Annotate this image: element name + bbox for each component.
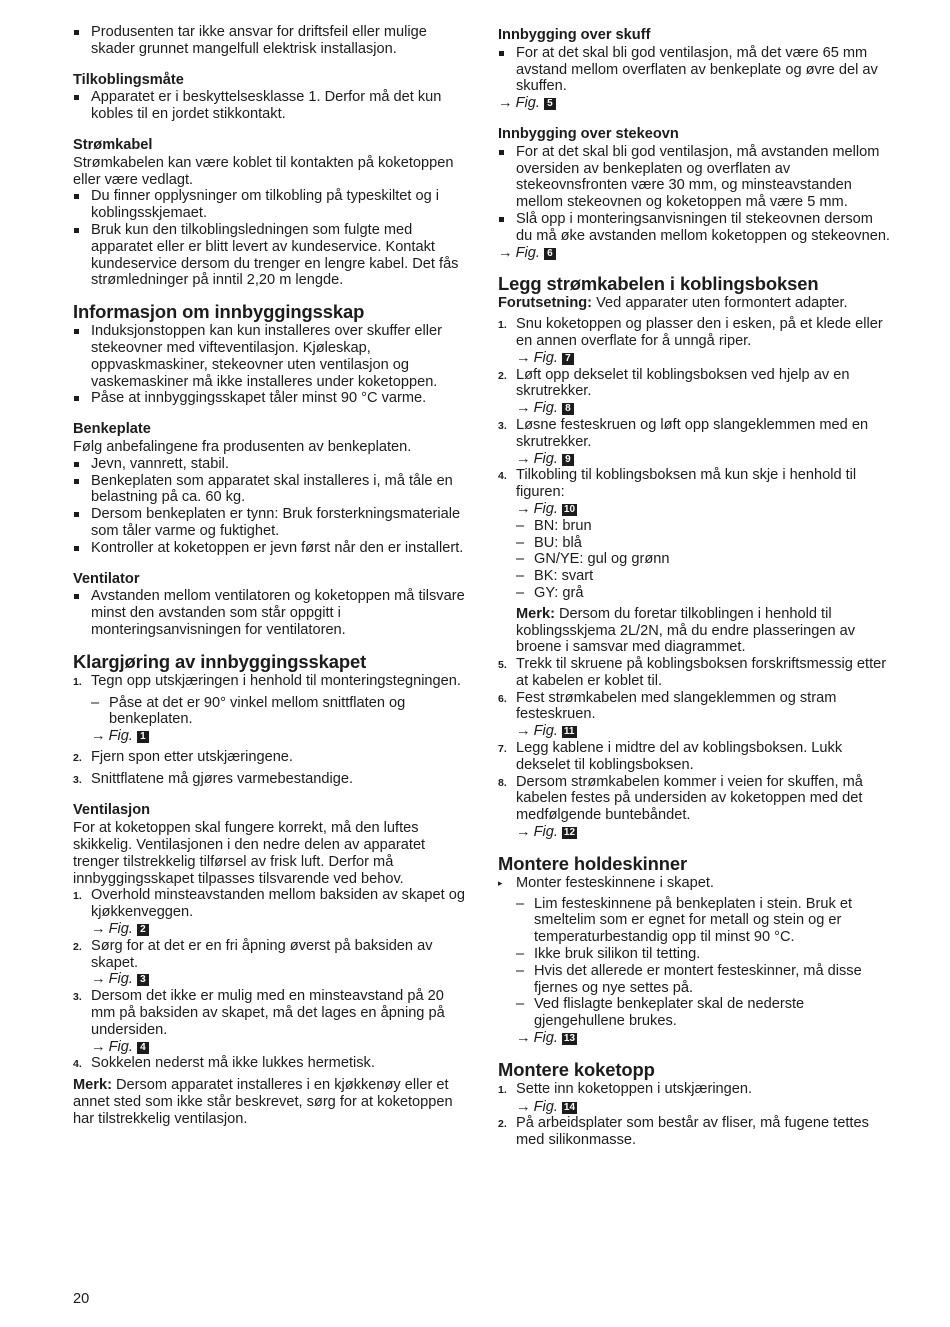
- bullet-icon: [73, 323, 91, 390]
- arrow-icon: →: [91, 728, 106, 745]
- arrow-icon: →: [91, 921, 106, 938]
- dash-marker: –: [516, 568, 525, 585]
- step-text: Trekk til skruene på koblingsboksen forskriftsmessig etter at kabelen er koblet til.: [516, 656, 887, 689]
- arrow-icon: →: [516, 1030, 531, 1047]
- step-text: Overhold minsteavstanden mellom baksiden av skapet og kjøkkenveggen.: [91, 887, 465, 921]
- subheading-benkeplate: Benkeplate: [73, 421, 151, 438]
- step-item: [498, 316, 890, 350]
- bullet-icon: [73, 89, 91, 123]
- dash-item: [498, 518, 890, 535]
- figure-reference: [498, 1030, 890, 1047]
- bullet-text: Produsenten tar ikke ansvar for driftsfeil eller mulige skader grunnet mangelfull elektrisk installasjon.: [91, 24, 427, 57]
- arrow-icon: →: [516, 1098, 531, 1115]
- figure-number-badge: 10: [563, 503, 576, 515]
- step-text: Legg kablene i midtre del av koblingsboksen. Lukk dekselet til koblingsboksen.: [516, 740, 843, 773]
- paragraph: Følg anbefalingene fra produsenten av benkeplaten.: [73, 438, 412, 455]
- step-number: 6.: [498, 692, 507, 705]
- figure-number-badge: 2: [137, 924, 149, 936]
- bullet-icon: [498, 211, 516, 245]
- figure-number-badge: 6: [544, 248, 556, 260]
- step-text: Fest strømkabelen med slangeklemmen og stram festeskruen.: [516, 689, 837, 723]
- list-item: [73, 323, 465, 390]
- figure-number-badge: 9: [562, 454, 574, 466]
- step-item: [73, 938, 465, 972]
- bullet-text: Slå opp i monteringsanvisningen til stekeovnen dersom du må øke avstanden mellom koketoppen og stekeovnen.: [516, 210, 890, 244]
- page-number: 20: [73, 1291, 90, 1307]
- step-text: Sette inn koketoppen i utskjæringen.: [516, 1080, 753, 1097]
- step-item: [73, 673, 465, 691]
- dash-marker: –: [516, 517, 525, 534]
- figure-number-badge: 13: [563, 1033, 576, 1045]
- list-item: [73, 588, 465, 638]
- bullet-text: Benkeplaten som apparatet skal installeres i, må tåle en belastning på ca. 60 kg.: [91, 472, 453, 506]
- action-text: Monter festeskinnene i skapet.: [516, 874, 714, 891]
- fig-label: Fig.: [533, 500, 558, 517]
- step-item: [498, 467, 890, 501]
- fig-label: Fig.: [533, 1098, 558, 1115]
- step-number: 1.: [73, 675, 82, 688]
- note-label: Merk:: [516, 605, 555, 622]
- step-number: 2.: [498, 1118, 507, 1131]
- left-column: [73, 24, 465, 1128]
- fig-label: Fig.: [108, 921, 133, 938]
- bullet-icon: [73, 506, 91, 540]
- heading-stromkabel-koblingsboks: Legg strømkabelen i koblingsboksen: [498, 273, 819, 295]
- step-text: Tegn opp utskjæringen i henhold til monteringstegningen.: [91, 672, 461, 689]
- figure-number-badge: 12: [563, 827, 576, 839]
- step-number: 5.: [498, 659, 507, 672]
- dash-text: Påse at det er 90° vinkel mellom snittflaten og benkeplaten.: [109, 694, 406, 728]
- figure-reference: [73, 921, 465, 938]
- subheading-ventilasjon: Ventilasjon: [73, 802, 151, 819]
- right-column: [498, 24, 890, 1149]
- bullet-icon: [73, 222, 91, 289]
- list-item: [73, 473, 465, 507]
- fig-label: Fig.: [533, 349, 558, 366]
- step-item: [73, 887, 465, 921]
- step-text: Sokkelen nederst må ikke lukkes hermetisk.: [91, 1055, 375, 1072]
- fig-label: Fig.: [533, 400, 558, 417]
- fig-label: Fig.: [533, 824, 558, 841]
- figure-number-badge: 11: [563, 726, 575, 738]
- fig-label: Fig.: [108, 971, 133, 988]
- heading-holdeskinner: Montere holdeskinner: [498, 852, 688, 874]
- prerequisite-text: Ved apparater uten formontert adapter.: [592, 295, 848, 312]
- list-item: [73, 540, 465, 557]
- step-number: 3.: [73, 773, 82, 786]
- figure-reference: [498, 245, 890, 262]
- arrow-icon: →: [498, 244, 513, 261]
- figure-reference: [73, 1039, 465, 1056]
- arrow-icon: →: [516, 500, 531, 517]
- step-text: Snittflatene må gjøres varmebestandige.: [91, 770, 354, 787]
- fig-label: Fig.: [515, 95, 540, 112]
- figure-reference: [498, 451, 890, 468]
- list-item: [73, 506, 465, 540]
- arrow-icon: →: [516, 723, 531, 740]
- bullet-icon: [73, 24, 91, 58]
- step-number: 8.: [498, 776, 507, 789]
- heading-informasjon: Informasjon om innbyggingsskap: [73, 301, 365, 323]
- heading-klargjoring: Klargjøring av innbyggingsskapet: [73, 650, 367, 672]
- step-text: Løsne festeskruen og løft opp slangeklemmen med en skrutrekker.: [516, 416, 869, 450]
- figure-number-badge: 7: [562, 353, 574, 365]
- paragraph: Strømkabelen kan være koblet til kontakten på koketoppen eller være vedlagt.: [73, 154, 454, 188]
- action-item: [498, 875, 890, 892]
- figure-reference: [498, 95, 890, 112]
- bullet-text: For at det skal bli god ventilasjon, må avstanden mellom oversiden av benkeplaten og overflaten av stekeovnsfronten være 30 mm, og minsteavstanden mellom stekeovnen og koketoppen må være 5 mm.: [516, 143, 880, 211]
- dash-item: [498, 963, 890, 997]
- fig-label: Fig.: [533, 450, 558, 467]
- list-item: [498, 211, 890, 245]
- wire-color-text: GY: grå: [534, 584, 584, 601]
- bullet-text: Apparatet er i beskyttelsesklasse 1. Derfor må det kun kobles til en jordet stikkontakt.: [91, 89, 442, 123]
- figure-number-badge: 3: [137, 974, 149, 986]
- dash-item: [498, 551, 890, 568]
- dash-marker: –: [516, 895, 525, 912]
- dash-text: Lim festeskinnene på benkeplaten i stein. Bruk et smeltelim som er egnet for metall og stein og er temperaturbestandig opp til minst 90 °C.: [534, 895, 853, 946]
- bullet-text: Jevn, vannrett, stabil.: [91, 455, 229, 472]
- step-text: Fjern spon etter utskjæringene.: [91, 748, 293, 765]
- bullet-text: For at det skal bli god ventilasjon, må det være 65 mm avstand mellom overflaten av benkeplate og øvre del av skuffen.: [516, 44, 878, 95]
- dash-item: [73, 695, 465, 729]
- fig-label: Fig.: [108, 728, 133, 745]
- step-number: 7.: [498, 743, 507, 756]
- bullet-text: Avstanden mellom ventilatoren og koketoppen må tilsvare minst den avstanden som står oppgitt i monteringsanvisningen for ventilatoren.: [91, 588, 465, 638]
- note-label: Merk:: [73, 1077, 112, 1094]
- step-text: Tilkobling til koblingsboksen må kun skje i henhold til figuren:: [516, 467, 857, 501]
- list-item: [73, 24, 465, 58]
- step-number: 3.: [73, 991, 82, 1004]
- step-number: 4.: [498, 470, 507, 483]
- step-item: [73, 771, 465, 789]
- step-number: 4.: [73, 1058, 82, 1071]
- bullet-text: Du finner opplysninger om tilkobling på typeskiltet og i koblingsskjemaet.: [91, 188, 440, 222]
- list-item: [498, 45, 890, 95]
- step-text: På arbeidsplater som består av fliser, må fugene tettes med silikonmasse.: [516, 1115, 869, 1149]
- arrow-icon: →: [516, 349, 531, 366]
- subheading-tilkobling: Tilkoblingsmåte: [73, 71, 184, 88]
- dash-text: Hvis det allerede er montert festeskinner, må disse fjernes og nye settes på.: [534, 962, 862, 996]
- step-text: Sørg for at det er en fri åpning øverst på baksiden av skapet.: [91, 937, 433, 971]
- arrow-icon: →: [91, 971, 106, 988]
- bullet-icon: [498, 45, 516, 95]
- prerequisite: [498, 295, 890, 312]
- list-item: [498, 144, 890, 211]
- note-text: Dersom du foretar tilkoblingen i henhold til koblingsskjema 2L/2N, må du endre plasseringen av broene i samsvar med diagrammet.: [516, 605, 856, 656]
- dash-item: [498, 896, 890, 946]
- step-number: 3.: [498, 419, 507, 432]
- wire-color-text: BK: svart: [534, 568, 594, 585]
- dash-marker: –: [516, 584, 525, 601]
- bullet-icon: [73, 473, 91, 507]
- dash-text: Ikke bruk silikon til tetting.: [534, 946, 701, 963]
- list-item: [73, 222, 465, 289]
- dash-marker: –: [516, 946, 525, 963]
- step-item: [73, 749, 465, 767]
- dash-marker: –: [516, 996, 525, 1013]
- subheading-stekeovn: Innbygging over stekeovn: [498, 125, 679, 142]
- step-item: [498, 774, 890, 824]
- subheading-stromkabel: Strømkabel: [73, 136, 153, 153]
- step-number: 1.: [73, 890, 82, 903]
- list-item: [73, 456, 465, 473]
- note-text: Dersom apparatet installeres i en kjøkkenøy eller et annet sted som ikke står beskrevet, sørg for at koketoppen har tilstrekkelig ventilasjon.: [73, 1077, 453, 1127]
- step-number: 1.: [498, 1083, 507, 1096]
- figure-reference: [73, 971, 465, 988]
- step-item: [498, 1115, 890, 1149]
- step-item: [73, 988, 465, 1038]
- subheading-skuff: Innbygging over skuff: [498, 27, 651, 43]
- figure-number-badge: 4: [137, 1042, 149, 1054]
- bullet-icon: [73, 390, 91, 407]
- bullet-icon: [73, 588, 91, 638]
- wire-color-text: GN/YE: gul og grønn: [534, 551, 670, 568]
- arrow-icon: →: [516, 450, 531, 467]
- step-text: Snu koketoppen og plasser den i esken, på et klede eller en annen overflate for å unngå riper.: [516, 316, 883, 349]
- step-item: [498, 367, 890, 401]
- dash-item: [498, 996, 890, 1030]
- action-arrow-icon: ▸: [498, 877, 503, 888]
- figure-reference: [498, 400, 890, 417]
- step-item: [498, 656, 890, 690]
- figure-reference: [498, 824, 890, 841]
- dash-marker: –: [516, 551, 525, 568]
- bullet-text: Dersom benkeplaten er tynn: Bruk forsterkningsmateriale som tåler varme og fuktighet.: [91, 506, 461, 539]
- bullet-icon: [73, 188, 91, 222]
- step-number: 2.: [73, 751, 82, 764]
- step-number: 2.: [73, 940, 82, 953]
- dash-text: Ved flislagte benkeplater skal de nederste gjengehullene brukes.: [534, 996, 805, 1030]
- figure-reference: [498, 1099, 890, 1116]
- fig-label: Fig.: [533, 1030, 558, 1047]
- figure-reference: [498, 501, 890, 518]
- prerequisite-label: Forutsetning:: [498, 295, 593, 312]
- wire-color-text: BU: blå: [534, 534, 582, 551]
- step-item: [498, 740, 890, 774]
- step-text: Løft opp dekselet til koblingsboksen ved hjelp av en skrutrekker.: [516, 366, 850, 400]
- heading-koketopp: Montere koketopp: [498, 1058, 655, 1080]
- bullet-text: Kontroller at koketoppen er jevn først når den er installert.: [91, 539, 464, 556]
- paragraph: For at koketoppen skal fungere korrekt, må den luftes skikkelig. Ventilasjonen i den nedre delen av apparatet trenger tilstrekkelig tilførsel av frisk luft. Derfor må innbyggingsskapet tilpasses tilsvarende ved behov.: [73, 820, 426, 887]
- note-paragraph: [498, 606, 890, 656]
- bullet-text: Påse at innbyggingsskapet tåler minst 90 °C varme.: [91, 390, 427, 407]
- step-item: [498, 690, 890, 724]
- step-text: Dersom det ikke er mulig med en minsteavstand på 20 mm på baksiden av skapet, må det lages en åpning på undersiden.: [91, 988, 445, 1038]
- dash-item: [498, 585, 890, 602]
- bullet-text: Bruk kun den tilkoblingsledningen som fulgte med apparatet eller er blitt levert av kundeservice. Kontakt kundeservice dersom du trenger en lengre kabel. Det fås strømledninger på inntil 2,20 m lengde.: [91, 221, 459, 289]
- bullet-icon: [498, 144, 516, 211]
- fig-label: Fig.: [108, 1038, 133, 1055]
- figure-number-badge: 1: [137, 731, 149, 743]
- step-item: [498, 417, 890, 451]
- dash-item: [498, 568, 890, 585]
- bullet-icon: [73, 456, 91, 473]
- dash-marker: –: [516, 534, 525, 551]
- step-item: [498, 1081, 890, 1099]
- bullet-text: Induksjonstoppen kan kun installeres over skuffer eller stekeovner med vifteventilasjon. Kjøleskap, oppvaskmaskiner, stekeovner uten ventilasjon og vaskemaskiner må ikke installeres under koketoppen.: [91, 323, 442, 390]
- step-text: Dersom strømkabelen kommer i veien for skuffen, må kabelen festes på undersiden av koketoppen med det medfølgende buntebåndet.: [516, 773, 863, 824]
- step-number: 2.: [498, 369, 507, 382]
- figure-reference: [73, 728, 465, 745]
- note-paragraph: [73, 1077, 465, 1127]
- figure-reference: [498, 350, 890, 367]
- fig-label: Fig.: [533, 723, 558, 740]
- step-item: [73, 1055, 465, 1073]
- list-item: [73, 390, 465, 407]
- step-number: 1.: [498, 319, 507, 332]
- fig-label: Fig.: [515, 244, 540, 261]
- arrow-icon: →: [91, 1038, 106, 1055]
- figure-number-badge: 14: [563, 1101, 576, 1113]
- dash-item: [498, 535, 890, 552]
- bullet-icon: [73, 540, 91, 557]
- wire-color-text: BN: brun: [534, 517, 592, 534]
- arrow-icon: →: [516, 824, 531, 841]
- arrow-icon: →: [516, 400, 531, 417]
- dash-marker: –: [516, 962, 525, 979]
- list-item: [73, 188, 465, 222]
- dash-marker: –: [91, 694, 100, 711]
- arrow-icon: →: [498, 95, 513, 112]
- list-item: [73, 89, 465, 123]
- figure-number-badge: 5: [544, 98, 556, 110]
- subheading-ventilator: Ventilator: [73, 570, 140, 587]
- dash-item: [498, 946, 890, 963]
- figure-number-badge: 8: [562, 403, 574, 415]
- figure-reference: [498, 723, 890, 740]
